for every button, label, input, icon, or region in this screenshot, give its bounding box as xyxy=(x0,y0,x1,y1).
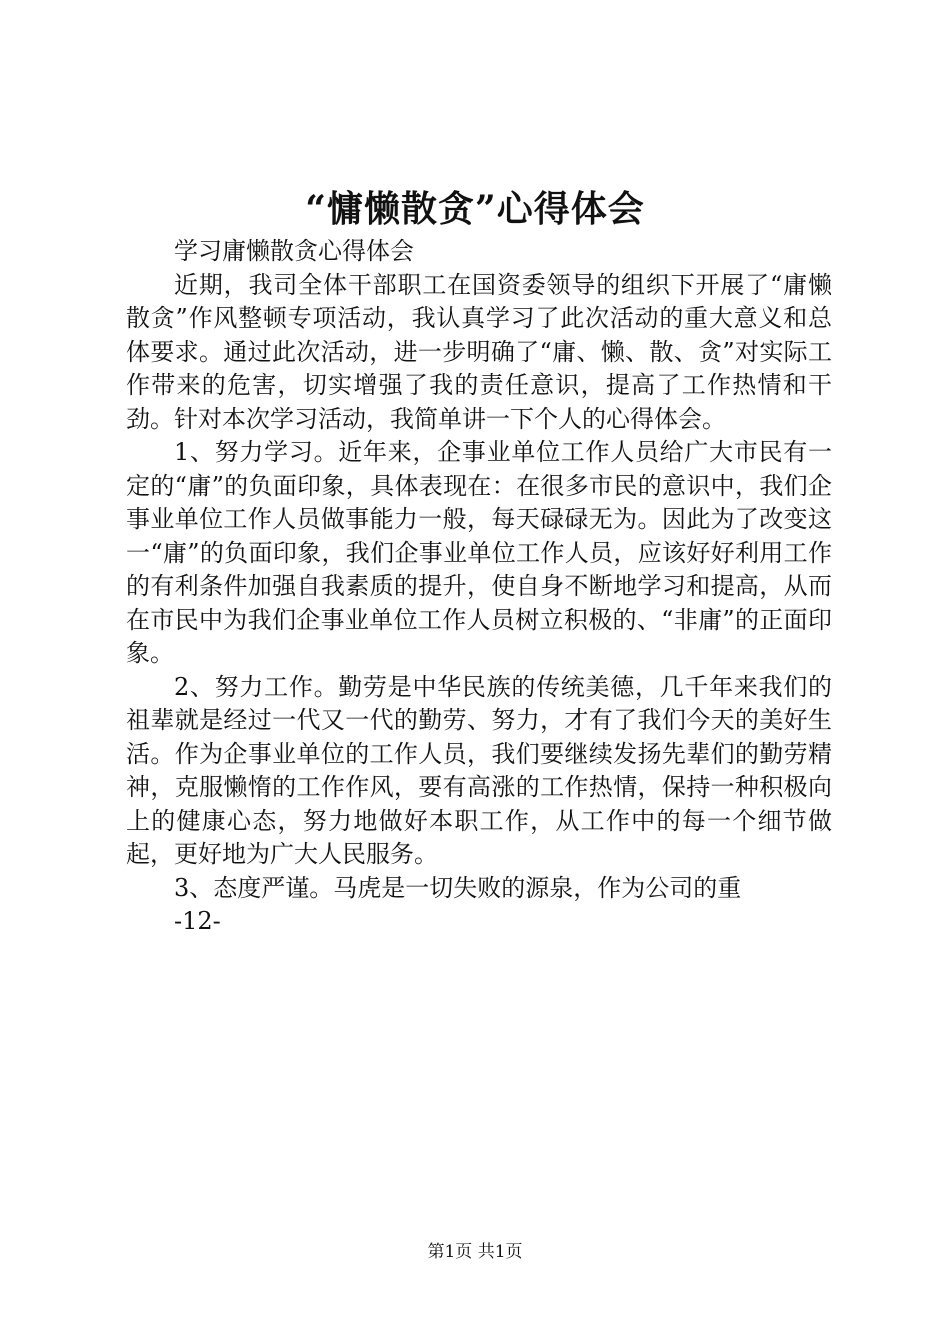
paragraph-study: 1、努力学习。近年来，企事业单位工作人员给广大市民有一定的“庸”的负面印象，具体表现在：在很多市民的意识中，我们企事业单位工作人员做事能力一般，每天碌碌无为。因此为了改变这一“庸”的负面印象，我们企事业单位工作人员，应该好好利用工作的有利条件加强自我素质的提升，使自身不断地学习和提高，从而在市民中为我们企事业单位工作人员树立积极的、“非庸”的正面印象。 xyxy=(126,438,832,667)
page-footer: 第1页 共1页 xyxy=(427,1242,523,1262)
paragraph-intro: 近期，我司全体干部职工在国资委领导的组织下开展了“庸懒散贪”作风整顿专项活动，我认真学习了此次活动的重大意义和总体要求。通过此次活动，进一步明确了“庸、懒、散、贪”对实际工作带来的危害，切实增强了我的责任意识，提高了工作热情和干劲。针对本次学习活动，我简单讲一下个人的心得体会。 xyxy=(126,270,832,433)
document-body xyxy=(126,235,832,939)
page-marker: -12- xyxy=(174,907,221,935)
document-title: “慵懒散贪”心得体会 xyxy=(305,188,645,230)
paragraph-attitude: 3、态度严谨。马虎是一切失败的源泉，作为公司的重 xyxy=(174,873,742,902)
paragraph-work: 2、努力工作。勤劳是中华民族的传统美德，几千年来我们的祖辈就是经过一代又一代的勤劳、努力，才有了我们今天的美好生活。作为企事业单位的工作人员，我们要继续发扬先辈们的勤劳精神，克服懒惰的工作作风，要有高涨的工作热情，保持一种积极向上的健康心态，努力地做好本职工作，从工作中的每一个细节做起，更好地为广大人民服务。 xyxy=(126,672,832,868)
document-subtitle: 学习庸懒散贪心得体会 xyxy=(174,237,414,265)
